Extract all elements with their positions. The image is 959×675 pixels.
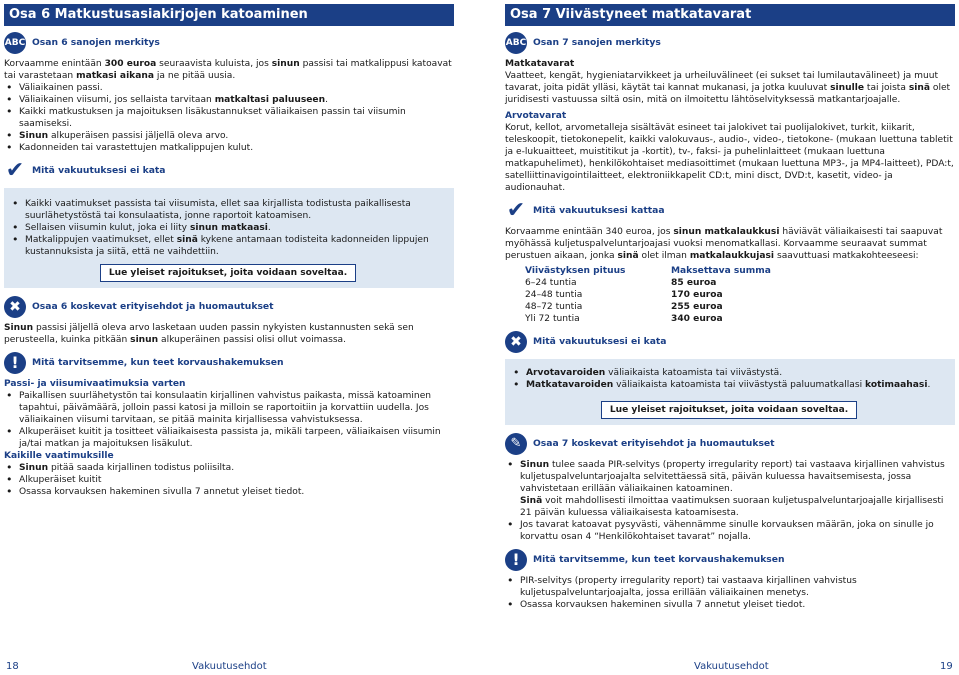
list-item: • Osassa korvauksen hakeminen sivulla 7 annetut yleiset tiedot. [4,486,454,498]
footer-title-left: Vakuutusehdot [192,661,267,672]
exclamation-icon: ! [505,549,527,571]
table-cell: 48–72 tuntia [525,302,583,312]
exclusions-box [505,359,955,425]
conditions-paragraph: Sinun passisi jäljellä oleva arvo lasketaan uuden passin nykyisten kustannusten sekä sen perusteella, kuinka pitkään sinun alkuperäinen passisi olisi ollut voimassa. [4,323,414,345]
list-item: • Paikallisen suurlähetystön tai konsulaatin kirjallinen vahvistus paikasta, missä katoaminen tapahtui, päivämäärä, jolloin passi katosi ja milloin se raportoitiin ja korvattiin uudella. Jos väliaikainen viisumi tarvitaan, se pitää mainita kirjallisessa vahvistuksessa. [4,390,454,426]
list-item: • Alkuperäiset kuitit ja tositteet väliaikaisesta passista ja, mikäli tarpeen, väliaikaisen viisumin ja/tai matkan ja majoituksen lisäkulut. [4,426,454,450]
section-7-coverage-heading: ✔ Mitä vakuutuksesi kattaa [506,198,665,223]
exclamation-icon: ! [4,352,26,374]
list-item: • Arvotavaroiden väliaikaista katoamista tai viivästystä. [511,367,947,379]
footer-title-right: Vakuutusehdot [694,661,769,672]
checkmark-icon: ✔ [506,198,526,223]
abc-icon: ABC [505,32,527,54]
table-cell: 24–48 tuntia [525,290,583,300]
page-number-left: 18 [6,661,19,672]
list-item: • Matkatavaroiden väliaikaista katoamista tai viivästystä paluumatkallasi kotimaahasi. [511,379,947,391]
general-limitations-button[interactable]: Lue yleiset rajoitukset, joita voidaan soveltaa. [100,264,356,282]
list-item: • Sellaisen viisumin kulut, joka ei liity sinun matkaasi. [10,222,446,234]
coverage-paragraph: Korvaamme enintään 340 euroa, jos sinun matkalaukkusi häviävät väliaikaisesti tai saapuvat myöhässä kuljetuspalveluntarjoajasi vuoksi menomatkallasi. Korvaamme seuraavat summat perustuen aikaan, jonka sinä olet ilman matkalaukkujasi saavuttuasi matkakohteeseesi: [505,227,943,261]
general-limitations-button[interactable]: Lue yleiset rajoitukset, joita voidaan soveltaa. [601,401,857,419]
definition-term: Arvotavarat [505,111,567,121]
definition-term: Matkatavarat [505,59,575,69]
list-item: • Väliaikainen viisumi, jos sellaista tarvitaan matkaltasi paluuseen. [4,94,454,106]
checkmark-icon: ✔ [5,158,25,183]
table-cell: 85 euroa [671,278,717,288]
section-7-conditions-heading: ✎ Osaa 7 koskevat erityisehdot ja huomautukset [505,433,955,455]
table-header: Viivästyksen pituus [525,266,626,276]
abc-icon: ABC [4,32,26,54]
section-6-claims-heading: ! Mitä tarvitsemme, kun teet korvaushakemuksen [4,352,454,374]
table-cell: 6–24 tuntia [525,278,577,288]
section-6-conditions-heading: ✖ Osaa 6 koskevat erityisehdot ja huomautukset [4,296,454,318]
list-item: • PIR-selvitys (property irregularity report) tai vastaava kirjallinen vahvistus kuljetuspalveluntarjoajalta, jossa erillään väliaikainen menetys. [505,575,955,599]
definitions-list [4,82,454,154]
list-item: • Alkuperäiset kuitit [4,474,454,486]
section-7-exclusions-heading: ✖ Mitä vakuutuksesi ei kata [505,331,955,353]
section-7-claims-heading: ! Mitä tarvitsemme, kun teet korvaushakemuksen [505,549,955,571]
definition-text: Korut, kellot, arvometalleja sisältävät esineet tai jalokivet tai puolijalokivet, turkit, kiikarit, teleskoopit, tietokonepelit, kaikki valokuvaus-, audio-, video-, tietokone- (mukaan luettuna tabletit ja e-lukuaitteet, muistitikut ja -kortit), tv-, faksi- ja puhelinlaitteet (mukaan luettuna matkapuhelimet), henkilökohtaiset mediasoittimet (mukaan luettuna MP3-, ja MP4-laitteet), PDA:t, satelliittinavigointilaitteet, elektroniikkapelit CD:t, mini disct, DVD:t, kasetit, video- ja audionauhat. [505,123,954,193]
right-page [505,4,955,611]
definitions-paragraph: Korvaamme enintään 300 euroa seuraavista kuluista, jos sinun passisi tai matkalippusi katoavat tai varastetaan matkasi aikana ja ne pitää uusia. [4,59,452,81]
table-cell: 255 euroa [671,302,723,312]
cross-icon: ✖ [4,296,26,318]
list-item: • Osassa korvauksen hakeminen sivulla 7 annetut yleiset tiedot. [505,599,955,611]
table-header: Maksettava summa [671,266,771,276]
list-item: • Kadonneiden tai varastettujen matkalippujen kulut. [4,142,454,154]
table-cell: 170 euroa [671,290,723,300]
table-cell: Yli 72 tuntia [525,314,580,324]
definition-text: Vaatteet, kengät, hygieniatarvikkeet ja urheiluvälineet (ei sukset tai lumilautavälineet) ja muut tavarat, joita pidät ylläsi, käytät tai kannat mukanasi, ja jotka kuuluvat sinulle tai joista sinä olet juridisesti vastuussa siltä osin, mitä on ilmoitettu lähtöselvityksessä matkantarjoajalle. [505,71,951,105]
list-item: • Jos tavarat katoavat pysyvästi, vähennämme sinulle korvauksen määrän, joka on sinulle jo korvattu osan 4 “Henkilökohtaiset tavarat” nojalla. [505,519,955,543]
table-cell: 340 euroa [671,314,723,324]
list-item: • Sinun alkuperäisen passisi jäljellä oleva arvo. [4,130,454,142]
section-6-exclusions-heading: ✔ Mitä vakuutuksesi ei kata [5,158,166,183]
section-6-banner: Osa 6 Matkustusasiakirjojen katoaminen [4,4,454,26]
page-number-right: 19 [940,661,953,672]
list-item: • Sinun tulee saada PIR-selvitys (property irregularity report) tai vastaava kirjallinen vahvistus kuljetuspalveluntarjoajalta selvitettäessä sitä, päivän kuluessa havaitsemisesta, jossa vahvistetaan erillään väliaikainen katoaminen. Sinä voit mahdollisesti ilmoittaa vaatimuksen suoraan kuljetuspalveluntarjoajalle kirjallisesti 21 päivän kuluessa väliaikaisesta katoamisesta. [505,459,955,519]
list-item: • Matkalippujen vaatimukset, ellet sinä kykene antamaan todisteita kadonneiden lippujen kustannuksista ja siitä, että ne vaihdettiin. [10,234,446,258]
cross-icon: ✖ [505,331,527,353]
list-item: • Sinun pitää saada kirjallinen todistus poliisilta. [4,462,454,474]
list-item: • Kaikki vaatimukset passista tai viisumista, ellet saa kirjallista todistusta paikallisesta suurlähetystöstä tai konsulaatista, jonne raportoit katoamisen. [10,198,446,222]
claims-subheading: Passi- ja viisumivaatimuksia varten [4,379,186,389]
section-7-definitions-heading: ABC Osan 7 sanojen merkitys [505,32,955,54]
section-6-definitions-heading: ABC Osan 6 sanojen merkitys [4,32,454,54]
list-item: • Kaikki matkustuksen ja majoituksen lisäkustannukset väliaikaisen passin tai viisumin saamiseksi. [4,106,454,130]
claims-subheading: Kaikille vaatimuksille [4,451,114,461]
delay-compensation-table [525,265,955,325]
exclusions-box [4,188,454,288]
pencil-icon: ✎ [505,433,527,455]
left-page [4,4,454,498]
section-7-banner: Osa 7 Viivästyneet matkatavarat [505,4,955,26]
list-item: • Väliaikainen passi. [4,82,454,94]
